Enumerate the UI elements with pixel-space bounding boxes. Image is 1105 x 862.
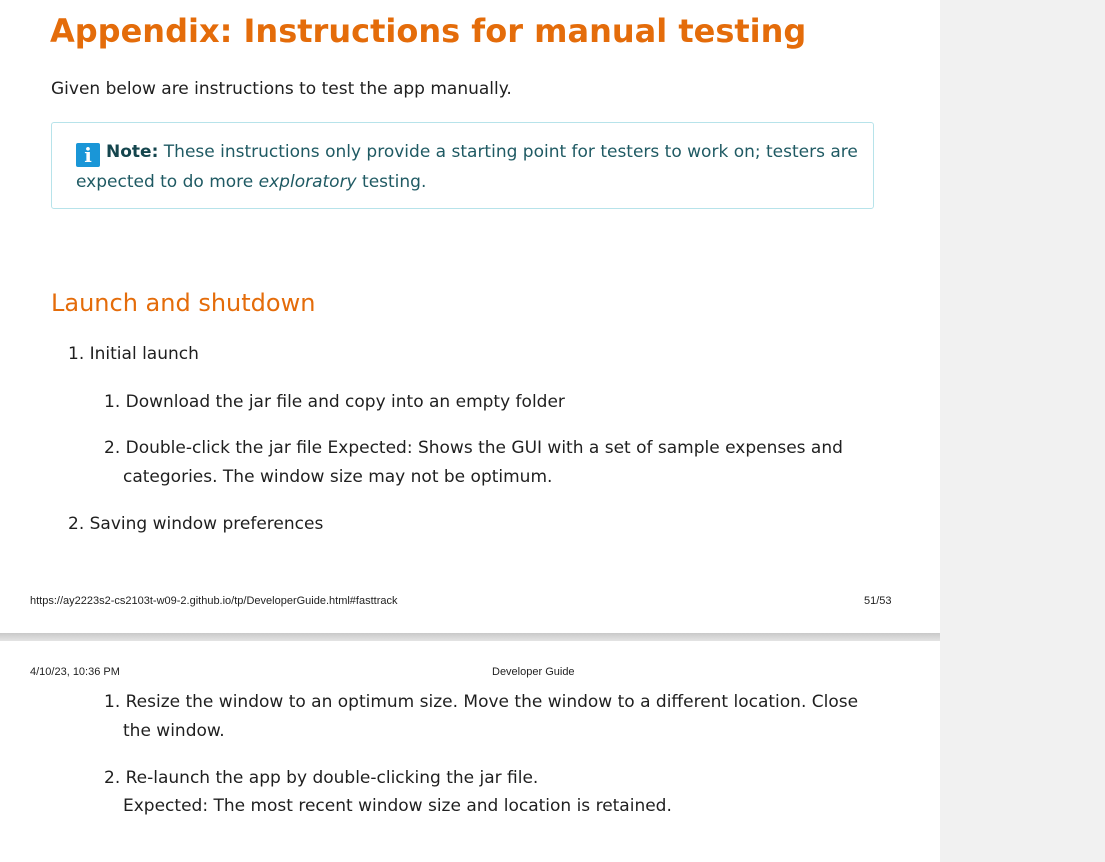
viewer-background [940, 0, 1105, 862]
print-doc-title: Developer Guide [492, 666, 575, 678]
note-line-1 [106, 142, 858, 162]
print-timestamp: 4/10/23, 10:36 PM [30, 666, 120, 678]
note-text-2a: expected to do more [76, 172, 259, 192]
appendix-heading: Appendix: Instructions for manual testing [50, 12, 807, 50]
list-item-relaunch-expected: Expected: The most recent window size and location is retained. [123, 796, 672, 816]
list-item-initial-launch: 1. Initial launch [68, 344, 199, 364]
list-item-resize-window: 1. Resize the window to an optimum size. Move the window to a different location. Close [104, 692, 859, 712]
list-item-saving-prefs: 2. Saving window preferences [68, 514, 324, 534]
note-callout [51, 122, 874, 209]
note-label: Note: [106, 142, 159, 162]
section-title: Launch and shutdown [51, 289, 316, 317]
intro-paragraph: Given below are instructions to test the app manually. [51, 79, 512, 99]
list-item-double-click-cont: categories. The window size may not be optimum. [123, 467, 553, 487]
list-item-relaunch: 2. Re-launch the app by double-clicking the jar file. [104, 768, 539, 788]
info-icon: i [76, 143, 100, 167]
list-item-resize-window-cont: the window. [123, 721, 225, 741]
page-break-shadow [0, 633, 940, 641]
note-emphasis: exploratory [258, 172, 357, 192]
document-page-52 [0, 641, 940, 862]
note-text: These instructions only provide a starting point for testers to work on; testers are [158, 142, 858, 162]
note-line-2 [76, 172, 426, 192]
page-number: 51/53 [864, 595, 892, 607]
note-text-2b: testing. [356, 172, 427, 192]
footer-url: https://ay2223s2-cs2103t-w09-2.github.io/tp/DeveloperGuide.html#fasttrack [30, 595, 398, 607]
list-item-double-click: 2. Double-click the jar file Expected: Shows the GUI with a set of sample expenses and [104, 438, 843, 458]
list-item-download-jar: 1. Download the jar file and copy into an empty folder [104, 392, 565, 412]
